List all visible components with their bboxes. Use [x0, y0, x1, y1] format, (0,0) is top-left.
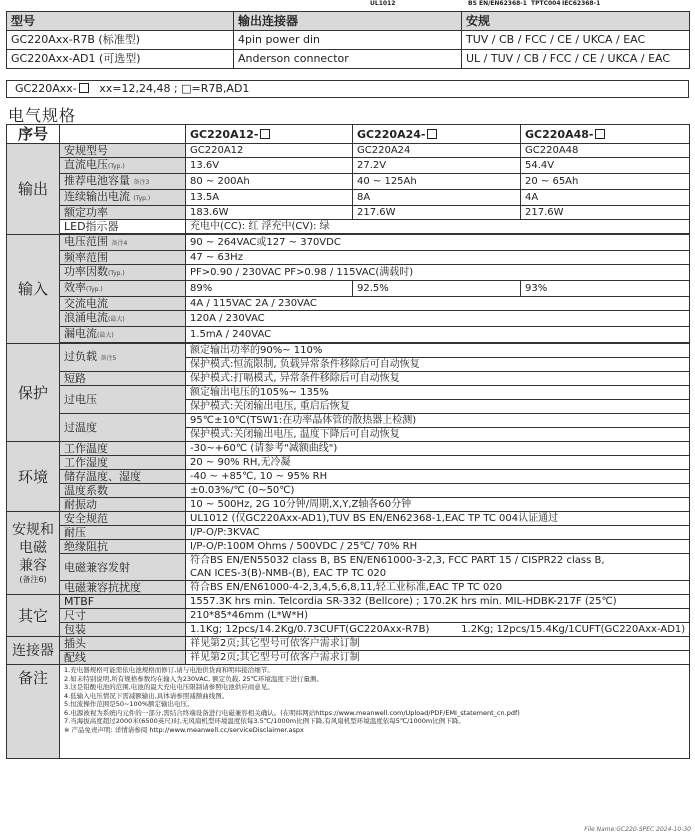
cert-bs-en62368: BS EN/EN62368-1	[468, 0, 527, 7]
spec-row: 保护模式:关闭输出电压, 温度下降后可自动恢复	[7, 428, 690, 442]
row-label: 耐压	[60, 526, 186, 540]
placeholder-box-icon	[427, 129, 437, 139]
placeholder-box-icon	[595, 129, 605, 139]
spec-header-row	[7, 125, 690, 144]
spec-row: CAN ICES-3(B)-NMB-(B), EAC TP TC 020	[7, 567, 690, 581]
section-title: 电气规格	[8, 106, 77, 125]
row-label: 交流电流	[60, 297, 186, 311]
spec-row: 工作湿度 20 ~ 90% RH,无冷凝	[7, 456, 690, 470]
spec-row: 功率因数(Typ.) PF>0.90 / 230VAC PF>0.98 / 115VAC(满载时)	[7, 265, 690, 281]
row-label: 电磁兼容发射	[60, 554, 186, 581]
spec-row: 直流电压(Typ.) 13.6V 27.2V 54.4V	[7, 158, 690, 174]
row-label: 过负载 备注5	[60, 344, 186, 372]
spec-row: 保护模式:关闭输出电压, 重启后恢复	[7, 400, 690, 414]
row-label: 包装	[60, 623, 186, 637]
models-row	[7, 50, 690, 69]
models-header-row	[7, 12, 690, 31]
row-label: 额定功率	[60, 206, 186, 220]
spec-row: 配线 祥见第2页;其它型号可依客户需求订制	[7, 651, 690, 665]
row-label: 短路	[60, 372, 186, 386]
row-label: 储存温度、湿度	[60, 470, 186, 484]
spec-row: 过温度 95℃±10℃(TSW1:在功率晶体管的散热器上检测)	[7, 414, 690, 428]
header-model: 型号	[7, 12, 234, 31]
row-label: 温度系数	[60, 484, 186, 498]
connector-cell: 4pin power din	[234, 31, 462, 50]
category-environment: 环境	[7, 442, 60, 512]
header-connector: 输出连接器	[234, 12, 462, 31]
row-label: 安全规范	[60, 512, 186, 526]
row-label: 工作湿度	[60, 456, 186, 470]
remark-item: 2.如未特别说明,所有规格参数均在输入为230VAC, 额定负载, 25℃环境温度下进行量测。	[64, 674, 323, 683]
row-label: 漏电流(最大)	[60, 327, 186, 343]
row-label: 过电压	[60, 386, 186, 414]
remark-item: 7.当海拔高度超过2000米(6500英尺)时,无风扇机型环境温度依每3.5℃/1000m比例下降,有风扇机型环境温度依每5℃/1000m比例下降。	[64, 717, 465, 725]
category-others: 其它	[7, 595, 60, 637]
spec-row: 耐压 I/P-O/P:3KVAC	[7, 526, 690, 540]
seq-header: 序号	[7, 125, 60, 144]
spec-row: 短路 保护模式:打嗝模式, 异常条件移除后可自动恢复	[7, 372, 690, 386]
spec-row: 连续输出电流 (Typ.) 13.5A 8A 4A	[7, 190, 690, 206]
spec-row: 效率(Typ.) 89% 92.5% 93%	[7, 281, 690, 297]
safety-cell: TUV / CB / FCC / CE / UKCA / EAC	[462, 31, 690, 50]
model-col-12: GC220A12-	[186, 125, 353, 144]
category-connector: 连接器	[7, 637, 60, 665]
cert-iec62368: IEC62368-1	[562, 0, 601, 7]
category-input: 输入	[7, 235, 60, 344]
spec-row: 包装 1.1Kg; 12pcs/14.2Kg/0.73CUFT(GC220Axx-R7B) 1.2Kg; 12pcs/15.4Kg/1CUFT(GC220Axx-AD1)	[7, 623, 690, 637]
category-remarks: 备注	[7, 665, 60, 759]
model-note-prefix: GC220Axx-	[15, 82, 77, 95]
row-label: 过温度	[60, 414, 186, 442]
spec-row: 频率范围 47 ~ 63Hz	[7, 251, 690, 265]
spec-row: 连接器 插头 祥见第2页;其它型号可依客户需求订制	[7, 637, 690, 651]
category-output: 输出	[7, 144, 60, 235]
cert-ul1012: UL1012	[370, 0, 396, 7]
remark-item: 1.充电器规格可能需依电池规格而修订,请与电池供货商和明纬接洽细节。	[64, 666, 274, 674]
model-col-48: GC220A48-	[521, 125, 690, 144]
model-note-suffix: xx=12,24,48 ; □=R7B,AD1	[99, 82, 250, 95]
row-label: 电磁兼容抗扰度	[60, 581, 186, 595]
row-label: 功率因数(Typ.)	[60, 265, 186, 281]
spec-row: LED指示器 充电中(CC): 红 浮充中(CV): 绿	[7, 220, 690, 234]
spec-row: 额定功率 183.6W 217.6W 217.6W	[7, 206, 690, 220]
connector-cell: Anderson connector	[234, 50, 462, 69]
row-label: 电压范围 备注4	[60, 235, 186, 251]
models-table	[6, 11, 690, 69]
spec-row: 过电压 额定输出电压的105%~ 135%	[7, 386, 690, 400]
model-col-24: GC220A24-	[353, 125, 521, 144]
placeholder-box-icon	[79, 83, 89, 93]
file-name-footer: File Name:GC220-SPEC 2024-10-30	[584, 826, 691, 833]
row-label: 工作温度	[60, 442, 186, 456]
remark-item: 6.电源被视为系统内元件的一部分,需结合终端设备进行电磁兼容相关确认。(在明纬网站https://www.meanwell.com/Upload/PDF/EMI_statement_cn.pdf)	[64, 708, 520, 717]
row-label: 效率(Typ.)	[60, 281, 186, 297]
spec-row: 温度系数 ±0.03%/℃ (0~50℃)	[7, 484, 690, 498]
remark-item: ※ 产品免责声明: 详情请参阅 http://www.meanwell.cc/serviceDisclaimer.aspx	[64, 725, 304, 734]
category-protection: 保护	[7, 344, 60, 442]
spec-row: 安规和 电磁 兼容 (备注6) 安全规范 UL1012 (仅GC220Axx-AD1),TUV BS EN/EN62368-1,EAC TP TC 004认证通过	[7, 512, 690, 526]
spec-row: 交流电流 4A / 115VAC 2A / 230VAC	[7, 297, 690, 311]
spec-row: 保护模式:恒流限制, 负载异常条件移除后可自动恢复	[7, 358, 690, 372]
spec-row: 储存温度、湿度 -40 ~ +85℃, 10 ~ 95% RH	[7, 470, 690, 484]
row-label: 尺寸	[60, 609, 186, 623]
row-label: 绝缘阻抗	[60, 540, 186, 554]
models-row	[7, 31, 690, 50]
model-cell: GC220Axx-AD1 (可选型)	[7, 50, 234, 69]
spec-row: 浪涌电流(最大) 120A / 230VAC	[7, 311, 690, 327]
spec-row: 输入 电压范围 备注4 90 ~ 264VAC或127 ~ 370VDC	[7, 235, 690, 251]
spec-row: 环境 工作温度 -30~+60℃ (请参考"减额曲线")	[7, 442, 690, 456]
header-safety: 安规	[462, 12, 690, 31]
row-label: 频率范围	[60, 251, 186, 265]
spec-row: 输出 安规型号 GC220A12 GC220A24 GC220A48	[7, 144, 690, 158]
certification-header	[0, 0, 695, 8]
spec-row: 漏电流(最大) 1.5mA / 240VAC	[7, 327, 690, 343]
row-label: 插头	[60, 637, 186, 651]
safety-cell: UL / TUV / CB / FCC / CE / UKCA / EAC	[462, 50, 690, 69]
cert-tptc004: TPTC004	[531, 0, 561, 7]
row-label: 浪涌电流(最大)	[60, 311, 186, 327]
model-cell: GC220Axx-R7B (标准型)	[7, 31, 234, 50]
spec-row: 保护 过负载 备注5 额定输出功率的90%~ 110%	[7, 344, 690, 358]
row-label: 耐振动	[60, 498, 186, 512]
remarks-list	[60, 665, 690, 759]
spec-row: 绝缘阻抗 I/P-O/P:100M Ohms / 500VDC / 25℃/ 70% RH	[7, 540, 690, 554]
remark-item: 5.恒流操作范围是50~100%额定输出电压。	[64, 700, 194, 708]
remark-item: 4.低输入电压情况下需减额输出,具体请参照减额曲线图。	[64, 691, 229, 700]
spec-row: 推荐电池容量 备注3 80 ~ 200Ah 40 ~ 125Ah 20 ~ 65Ah	[7, 174, 690, 190]
row-label: MTBF	[60, 595, 186, 609]
row-label: LED指示器	[60, 220, 186, 234]
category-safety-emc: 安规和 电磁 兼容 (备注6)	[7, 512, 60, 595]
row-label: 推荐电池容量 备注3	[60, 174, 186, 190]
spec-table	[6, 124, 690, 759]
placeholder-box-icon	[260, 129, 270, 139]
spec-row: 耐振动 10 ~ 500Hz, 2G 10分钟/周期,X,Y,Z轴各60分钟	[7, 498, 690, 512]
row-label: 直流电压(Typ.)	[60, 158, 186, 174]
remark-item: 3.这是铅酸电池的范围,电池的最大充电电压限制请参照电池供应商意见。	[64, 683, 274, 691]
row-label: 连续输出电流 (Typ.)	[60, 190, 186, 206]
spec-row: 电磁兼容发射 符合BS EN/EN55032 class B, BS EN/EN61000-3-2,3, FCC PART 15 / CISPR22 class B,	[7, 554, 690, 568]
model-naming-note	[6, 80, 689, 98]
row-label: 配线	[60, 651, 186, 665]
remarks-row	[7, 665, 690, 759]
row-label: 安规型号	[60, 144, 186, 158]
spec-row: 尺寸 210*85*46mm (L*W*H)	[7, 609, 690, 623]
spec-row: 其它 MTBF 1557.3K hrs min. Telcordia SR-332 (Bellcore) ; 170.2K hrs min. MIL-HDBK-217F (25℃)	[7, 595, 690, 609]
spec-row: 电磁兼容抗扰度 符合BS EN/EN61000-4-2,3,4,5,6,8,11,轻工业标准,EAC TP TC 020	[7, 581, 690, 595]
